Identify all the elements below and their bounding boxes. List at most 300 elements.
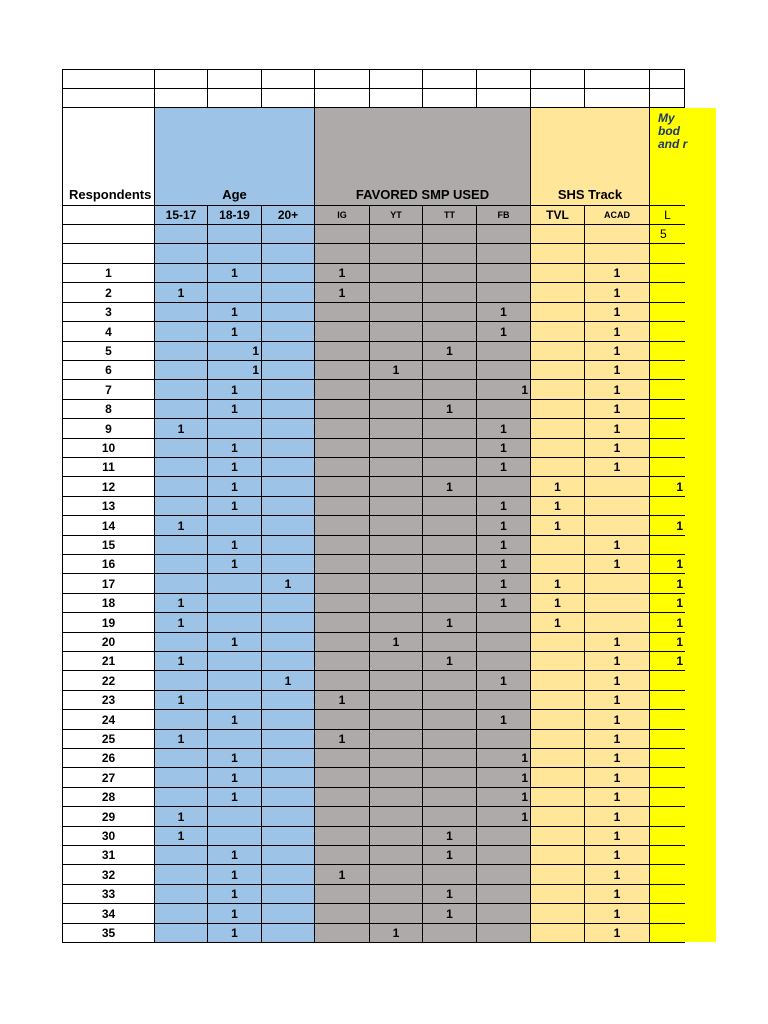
tally-cell: 1 <box>370 633 423 652</box>
tally-cell <box>423 574 477 594</box>
respondent-number: 10 <box>62 439 155 458</box>
respondent-number: 20 <box>62 633 155 652</box>
tally-cell: 1 <box>477 380 531 400</box>
tally-cell <box>531 671 585 691</box>
tally-cell <box>262 613 315 633</box>
tally-cell <box>423 264 477 283</box>
tally-cell: 1 <box>585 710 650 730</box>
tally-cell <box>262 652 315 671</box>
tally-cell <box>531 652 585 671</box>
tally-cell <box>315 361 370 380</box>
tally-cell <box>262 516 315 536</box>
tally-cell: 1 <box>208 768 262 788</box>
empty-cell <box>585 89 650 108</box>
tally-cell: 1 <box>208 458 262 477</box>
tally-cell <box>155 846 208 865</box>
empty-cell <box>423 244 477 264</box>
tally-cell: 1 <box>585 749 650 768</box>
empty-cell <box>477 244 531 264</box>
tally-cell <box>370 885 423 904</box>
tally-cell <box>370 555 423 574</box>
respondent-number: 5 <box>62 342 155 361</box>
empty-cell <box>208 89 262 108</box>
tally-cell: 1 <box>370 924 423 943</box>
tally-cell <box>423 283 477 303</box>
tally-cell <box>155 361 208 380</box>
tally-cell <box>155 342 208 361</box>
tally-cell <box>315 807 370 827</box>
empty-cell <box>208 244 262 264</box>
tally-cell <box>315 303 370 322</box>
empty-cell <box>62 244 155 264</box>
tally-cell <box>477 730 531 749</box>
respondent-number: 14 <box>62 516 155 536</box>
tally-cell <box>262 846 315 865</box>
tally-cell <box>585 516 650 536</box>
tally-cell <box>423 516 477 536</box>
tally-cell <box>370 710 423 730</box>
tally-cell <box>370 691 423 710</box>
tally-cell: 1 <box>423 477 477 497</box>
tally-cell: 1 <box>585 768 650 788</box>
empty-cell: 5 <box>650 225 685 244</box>
tally-cell <box>370 477 423 497</box>
tally-cell <box>531 924 585 943</box>
tally-cell <box>315 458 370 477</box>
tally-cell: 1 <box>531 516 585 536</box>
tally-cell <box>262 885 315 904</box>
tally-cell <box>370 439 423 458</box>
tally-cell <box>208 652 262 671</box>
empty-cell <box>208 225 262 244</box>
empty-cell <box>585 244 650 264</box>
tally-cell <box>262 807 315 827</box>
respondent-number: 18 <box>62 594 155 613</box>
partial-cell <box>650 303 685 322</box>
partial-cell: 1 <box>650 574 685 594</box>
tally-cell: 1 <box>315 691 370 710</box>
tally-cell <box>262 477 315 497</box>
tally-cell <box>208 730 262 749</box>
tally-cell: 1 <box>585 264 650 283</box>
tally-cell <box>262 458 315 477</box>
partial-cell <box>650 865 685 885</box>
tally-cell <box>262 419 315 439</box>
header-favored-smp: FAVORED SMP USED <box>315 108 531 206</box>
partial-cell <box>650 361 685 380</box>
tally-cell: 1 <box>208 710 262 730</box>
tally-cell: 1 <box>477 536 531 555</box>
empty-cell <box>315 244 370 264</box>
partial-cell: 1 <box>650 516 685 536</box>
tally-cell <box>585 594 650 613</box>
tally-cell <box>370 303 423 322</box>
partial-cell <box>650 419 685 439</box>
tally-cell <box>155 536 208 555</box>
empty-cell <box>477 69 531 89</box>
tally-cell: 1 <box>585 807 650 827</box>
respondent-number: 12 <box>62 477 155 497</box>
tally-cell <box>155 749 208 768</box>
tally-cell <box>208 419 262 439</box>
tally-cell: 1 <box>208 924 262 943</box>
respondent-number: 32 <box>62 865 155 885</box>
tally-cell <box>208 613 262 633</box>
tally-cell <box>262 283 315 303</box>
empty-cell <box>585 225 650 244</box>
tally-cell: 1 <box>477 419 531 439</box>
partial-cell <box>650 885 685 904</box>
tally-cell <box>477 652 531 671</box>
tally-cell <box>315 594 370 613</box>
tally-cell: 1 <box>262 671 315 691</box>
tally-cell <box>262 264 315 283</box>
tally-cell <box>262 361 315 380</box>
tally-cell <box>531 419 585 439</box>
tally-cell: 1 <box>155 807 208 827</box>
tally-cell <box>262 322 315 342</box>
tally-cell <box>262 691 315 710</box>
empty-cell <box>315 89 370 108</box>
tally-cell <box>477 846 531 865</box>
tally-cell <box>531 807 585 827</box>
tally-cell <box>531 730 585 749</box>
partial-cell <box>650 788 685 807</box>
tally-cell <box>531 439 585 458</box>
tally-cell <box>423 730 477 749</box>
tally-cell: 1 <box>370 361 423 380</box>
tally-cell <box>315 419 370 439</box>
empty-cell <box>531 225 585 244</box>
tally-cell <box>531 768 585 788</box>
tally-cell <box>155 574 208 594</box>
tally-cell <box>477 613 531 633</box>
tally-cell <box>423 768 477 788</box>
respondent-number: 25 <box>62 730 155 749</box>
tally-cell <box>370 652 423 671</box>
respondent-number: 26 <box>62 749 155 768</box>
tally-cell <box>315 885 370 904</box>
tally-cell <box>531 749 585 768</box>
tally-cell <box>477 361 531 380</box>
tally-cell <box>477 885 531 904</box>
yellow-column-overflow <box>685 108 716 942</box>
tally-cell <box>155 303 208 322</box>
tally-cell: 1 <box>423 885 477 904</box>
tally-cell: 1 <box>423 652 477 671</box>
tally-cell <box>477 827 531 846</box>
tally-cell <box>477 400 531 419</box>
tally-cell <box>585 477 650 497</box>
tally-cell: 1 <box>315 264 370 283</box>
tally-cell <box>423 303 477 322</box>
tally-cell: 1 <box>208 497 262 516</box>
tally-cell: 1 <box>477 671 531 691</box>
tally-cell <box>315 633 370 652</box>
tally-cell <box>477 865 531 885</box>
tally-cell: 1 <box>531 574 585 594</box>
tally-cell <box>370 283 423 303</box>
tally-cell: 1 <box>155 827 208 846</box>
respondent-number: 9 <box>62 419 155 439</box>
tally-cell: 1 <box>585 730 650 749</box>
tally-cell: 1 <box>585 846 650 865</box>
tally-cell <box>531 633 585 652</box>
tally-cell <box>208 671 262 691</box>
partial-cell <box>650 497 685 516</box>
respondent-number: 1 <box>62 264 155 283</box>
tally-cell: 1 <box>531 613 585 633</box>
partial-cell: 1 <box>650 652 685 671</box>
tally-cell <box>262 710 315 730</box>
tally-cell: 1 <box>585 536 650 555</box>
partial-cell <box>650 264 685 283</box>
tally-cell: 1 <box>208 749 262 768</box>
tally-cell <box>531 400 585 419</box>
respondent-number: 2 <box>62 283 155 303</box>
tally-cell <box>370 380 423 400</box>
respondent-number: 19 <box>62 613 155 633</box>
tally-cell <box>370 264 423 283</box>
empty-cell <box>531 89 585 108</box>
tally-cell <box>370 322 423 342</box>
tally-cell: 1 <box>155 594 208 613</box>
partial-cell <box>650 691 685 710</box>
empty-cell <box>477 89 531 108</box>
respondent-number: 15 <box>62 536 155 555</box>
empty-cell <box>423 89 477 108</box>
respondent-number: 31 <box>62 846 155 865</box>
empty-cell <box>315 69 370 89</box>
partial-cell <box>650 730 685 749</box>
tally-cell: 1 <box>423 342 477 361</box>
tally-cell: 1 <box>423 904 477 924</box>
tally-cell: 1 <box>477 458 531 477</box>
partial-cell: 1 <box>650 477 685 497</box>
subheader-empty <box>62 206 155 225</box>
partial-cell <box>650 749 685 768</box>
tally-cell <box>477 904 531 924</box>
tally-cell <box>370 400 423 419</box>
respondent-number: 21 <box>62 652 155 671</box>
tally-cell <box>262 594 315 613</box>
empty-cell <box>531 69 585 89</box>
partial-cell <box>650 924 685 943</box>
subheader-tt: TT <box>423 206 477 225</box>
empty-cell <box>62 89 155 108</box>
tally-cell <box>585 497 650 516</box>
tally-cell: 1 <box>477 303 531 322</box>
tally-cell: 1 <box>208 361 262 380</box>
partial-cell: 1 <box>650 613 685 633</box>
tally-cell <box>315 497 370 516</box>
tally-cell <box>262 730 315 749</box>
tally-cell: 1 <box>477 594 531 613</box>
tally-cell: 1 <box>585 342 650 361</box>
respondent-number: 4 <box>62 322 155 342</box>
tally-cell <box>262 633 315 652</box>
tally-cell: 1 <box>208 846 262 865</box>
partial-header-text: bod <box>658 124 680 138</box>
tally-cell <box>423 322 477 342</box>
tally-cell <box>531 555 585 574</box>
tally-cell <box>315 477 370 497</box>
tally-cell <box>423 555 477 574</box>
tally-cell <box>370 904 423 924</box>
tally-cell <box>531 904 585 924</box>
tally-cell: 1 <box>477 574 531 594</box>
tally-cell <box>477 924 531 943</box>
tally-cell <box>370 768 423 788</box>
empty-cell <box>370 225 423 244</box>
tally-cell: 1 <box>477 497 531 516</box>
partial-cell <box>650 768 685 788</box>
subheader-yt: YT <box>370 206 423 225</box>
tally-cell: 1 <box>423 400 477 419</box>
tally-cell <box>423 671 477 691</box>
tally-cell: 1 <box>155 613 208 633</box>
tally-cell <box>315 749 370 768</box>
tally-cell <box>262 865 315 885</box>
tally-cell <box>315 846 370 865</box>
tally-cell: 1 <box>477 322 531 342</box>
tally-cell <box>531 361 585 380</box>
tally-cell <box>370 419 423 439</box>
partial-header-text: My <box>658 111 675 125</box>
tally-cell <box>370 865 423 885</box>
tally-cell <box>155 497 208 516</box>
tally-cell: 1 <box>585 458 650 477</box>
tally-cell <box>208 827 262 846</box>
tally-cell <box>315 652 370 671</box>
respondent-number: 16 <box>62 555 155 574</box>
tally-cell <box>262 536 315 555</box>
tally-cell <box>315 671 370 691</box>
tally-cell <box>370 594 423 613</box>
tally-cell: 1 <box>315 283 370 303</box>
tally-cell <box>155 555 208 574</box>
tally-cell <box>155 322 208 342</box>
tally-cell <box>370 788 423 807</box>
tally-cell <box>423 439 477 458</box>
partial-cell <box>650 846 685 865</box>
tally-cell: 1 <box>585 419 650 439</box>
tally-cell <box>155 439 208 458</box>
empty-cell <box>423 69 477 89</box>
tally-cell <box>262 342 315 361</box>
tally-cell: 1 <box>585 865 650 885</box>
respondent-number: 17 <box>62 574 155 594</box>
tally-cell <box>155 477 208 497</box>
tally-cell <box>477 264 531 283</box>
tally-cell <box>423 691 477 710</box>
tally-cell <box>262 497 315 516</box>
tally-cell <box>531 710 585 730</box>
tally-cell <box>423 865 477 885</box>
subheader-l: L <box>650 206 685 225</box>
tally-cell: 1 <box>155 516 208 536</box>
tally-cell: 1 <box>531 497 585 516</box>
tally-cell <box>370 807 423 827</box>
tally-cell: 1 <box>585 322 650 342</box>
tally-cell <box>208 516 262 536</box>
tally-cell <box>531 788 585 807</box>
tally-cell <box>370 671 423 691</box>
tally-cell: 1 <box>155 730 208 749</box>
tally-cell <box>370 846 423 865</box>
tally-cell: 1 <box>423 613 477 633</box>
tally-cell <box>370 749 423 768</box>
tally-cell <box>370 827 423 846</box>
tally-cell <box>370 516 423 536</box>
empty-cell <box>650 69 685 89</box>
tally-cell <box>477 283 531 303</box>
respondent-number: 11 <box>62 458 155 477</box>
tally-cell <box>262 904 315 924</box>
tally-cell <box>315 342 370 361</box>
header-age: Age <box>155 108 315 206</box>
tally-cell: 1 <box>585 904 650 924</box>
tally-cell <box>423 380 477 400</box>
tally-cell <box>155 671 208 691</box>
respondent-number: 7 <box>62 380 155 400</box>
empty-cell <box>531 244 585 264</box>
empty-cell <box>62 69 155 89</box>
tally-cell <box>370 342 423 361</box>
tally-cell: 1 <box>155 283 208 303</box>
tally-cell: 1 <box>208 633 262 652</box>
tally-cell: 1 <box>585 439 650 458</box>
tally-cell <box>370 574 423 594</box>
tally-cell <box>477 477 531 497</box>
partial-cell <box>650 322 685 342</box>
tally-cell: 1 <box>477 516 531 536</box>
empty-cell <box>370 69 423 89</box>
partial-cell: 1 <box>650 555 685 574</box>
tally-cell: 1 <box>208 536 262 555</box>
subheader-fb: FB <box>477 206 531 225</box>
tally-cell: 1 <box>208 788 262 807</box>
tally-cell <box>531 865 585 885</box>
respondent-number: 35 <box>62 924 155 943</box>
tally-cell <box>531 536 585 555</box>
tally-cell <box>531 846 585 865</box>
tally-cell <box>531 691 585 710</box>
tally-cell: 1 <box>477 555 531 574</box>
respondent-number: 24 <box>62 710 155 730</box>
empty-cell <box>370 89 423 108</box>
empty-cell <box>155 69 208 89</box>
empty-cell <box>155 89 208 108</box>
tally-cell: 1 <box>208 264 262 283</box>
respondent-number: 34 <box>62 904 155 924</box>
subheader-20: 20+ <box>262 206 315 225</box>
partial-cell <box>650 458 685 477</box>
partial-cell <box>650 439 685 458</box>
tally-cell: 1 <box>585 652 650 671</box>
empty-cell <box>262 89 315 108</box>
tally-cell <box>315 924 370 943</box>
partial-cell <box>650 827 685 846</box>
empty-cell <box>650 244 685 264</box>
tally-cell <box>315 516 370 536</box>
tally-cell <box>262 768 315 788</box>
tally-cell: 1 <box>477 439 531 458</box>
partial-cell <box>650 400 685 419</box>
tally-cell: 1 <box>585 361 650 380</box>
tally-cell <box>423 458 477 477</box>
respondent-number: 29 <box>62 807 155 827</box>
